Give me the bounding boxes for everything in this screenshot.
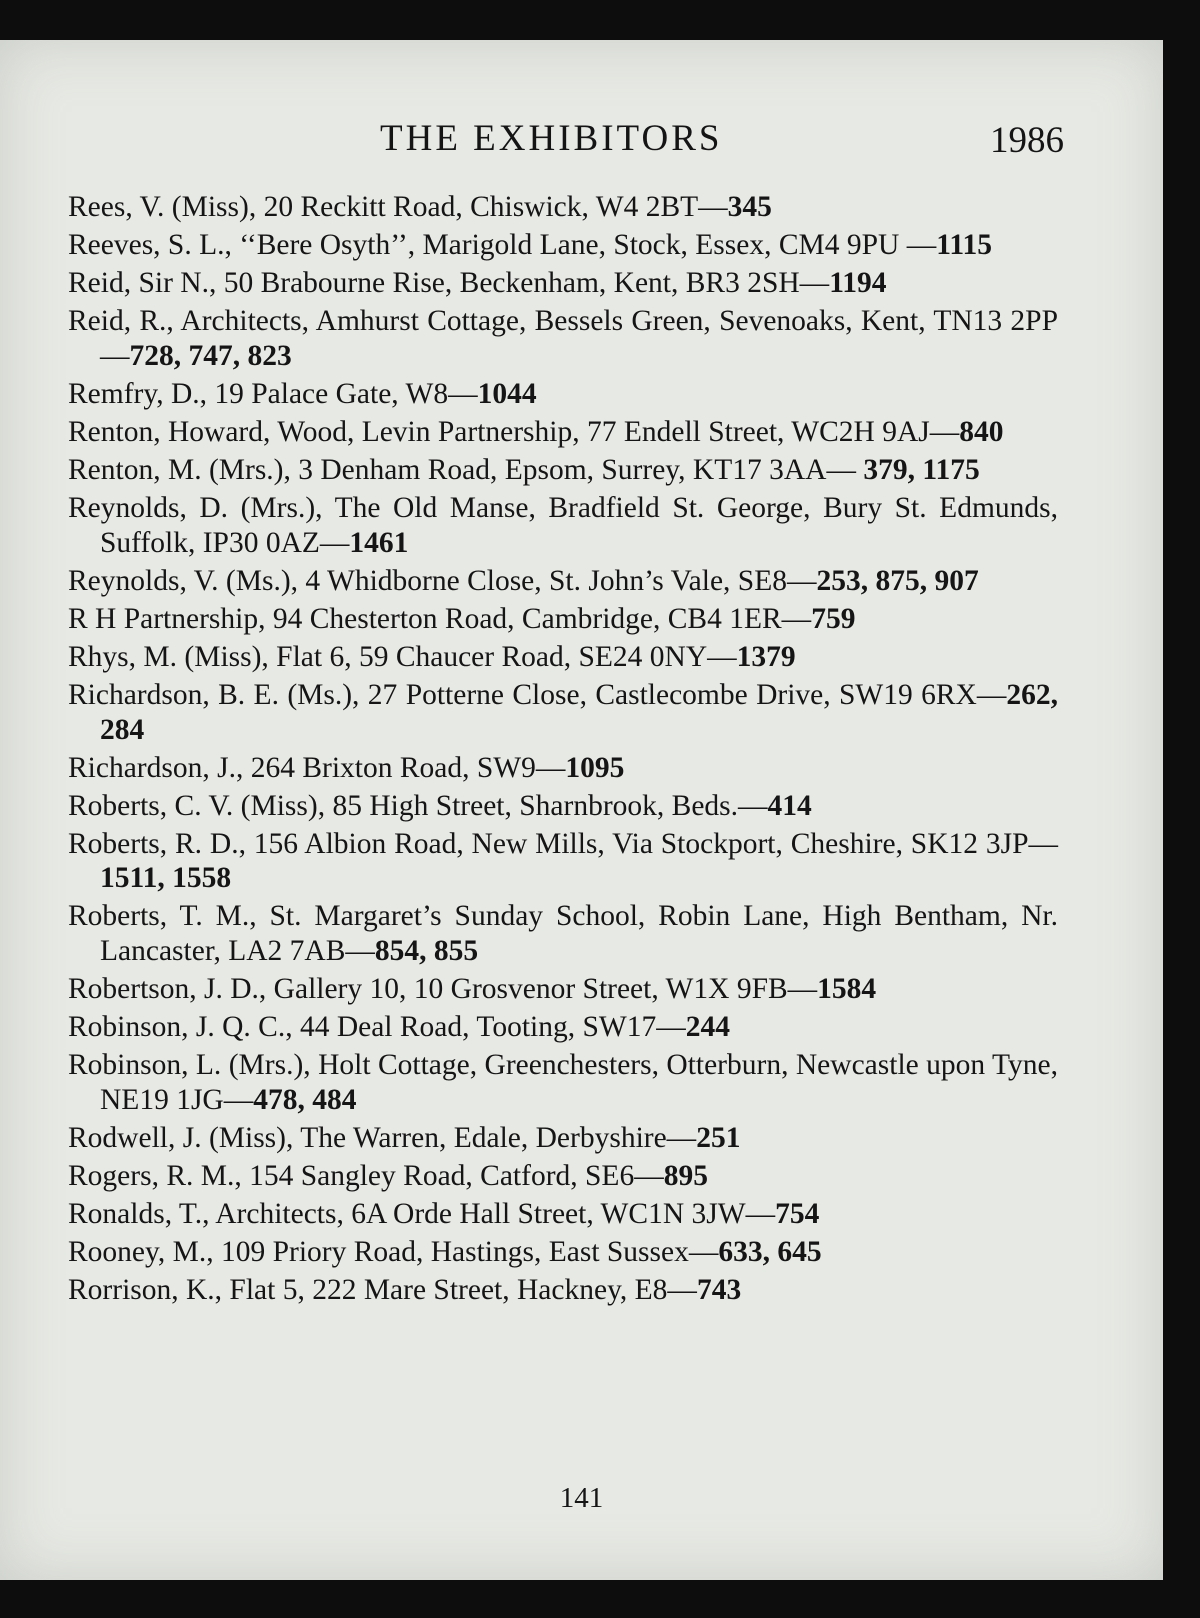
exhibitor-address: Rorrison, K., Flat 5, 222 Mare Street, Hackney, E8—	[68, 1274, 697, 1307]
page-title: THE EXHIBITORS	[380, 118, 723, 159]
exhibitor-entry	[68, 751, 1058, 786]
exhibitor-entry	[68, 228, 1058, 263]
exhibitor-address: Remfry, D., 19 Palace Gate, W8—	[68, 377, 478, 410]
year-label: 1986	[990, 120, 1064, 161]
catalogue-numbers: 379, 1175	[863, 454, 980, 487]
catalogue-numbers: 414	[767, 789, 812, 822]
catalogue-numbers: 1044	[477, 377, 537, 410]
exhibitor-address: Reynolds, D. (Mrs.), The Old Manse, Bradfield St. George, Bury St. Edmunds, Suffolk, IP30 0AZ—	[68, 492, 1058, 559]
exhibitor-entry	[68, 377, 1058, 412]
exhibitor-entry	[68, 1197, 1058, 1232]
catalogue-numbers: 754	[775, 1197, 820, 1230]
exhibitor-address: Reeves, S. L., ‘‘Bere Osyth’’, Marigold Lane, Stock, Essex, CM4 9PU —	[68, 229, 937, 262]
exhibitor-entry	[68, 972, 1058, 1007]
catalogue-numbers: 262, 284	[100, 679, 1058, 746]
exhibitor-address: Ronalds, T., Architects, 6A Orde Hall Street, WC1N 3JW—	[68, 1197, 776, 1230]
catalogue-numbers: 244	[685, 1011, 730, 1044]
exhibitor-address: Roberts, R. D., 156 Albion Road, New Mills, Via Stockport, Cheshire, SK12 3JP—	[68, 827, 1058, 860]
exhibitor-entry	[68, 602, 1058, 637]
catalogue-numbers: 1095	[565, 751, 625, 784]
catalogue-numbers: 253, 875, 907	[816, 564, 979, 597]
exhibitor-address: Richardson, B. E. (Ms.), 27 Potterne Close, Castlecombe Drive, SW19 6RX—	[68, 679, 1007, 712]
exhibitor-entry	[68, 1048, 1058, 1117]
book-page	[0, 40, 1163, 1580]
exhibitor-entry	[68, 304, 1058, 373]
exhibitor-address: Roberts, T. M., St. Margaret’s Sunday School, Robin Lane, High Bentham, Nr. Lancaster, LA2 7AB—	[68, 900, 1058, 967]
catalogue-numbers: 1115	[936, 229, 992, 262]
exhibitor-entry	[68, 564, 1058, 599]
exhibitor-list	[68, 190, 1058, 1311]
catalogue-numbers: 743	[696, 1274, 742, 1307]
exhibitor-entry	[68, 640, 1058, 675]
exhibitor-address: Reid, Sir N., 50 Brabourne Rise, Beckenham, Kent, BR3 2SH—	[68, 267, 830, 300]
exhibitor-address: Rogers, R. M., 154 Sangley Road, Catford, SE6—	[68, 1159, 664, 1192]
exhibitor-address: Reid, R., Architects, Amhurst Cottage, Bessels Green, Sevenoaks, Kent, TN13 2PP—	[68, 305, 1058, 372]
catalogue-numbers: 759	[811, 602, 856, 635]
catalogue-numbers: 895	[663, 1159, 708, 1192]
exhibitor-entry	[68, 453, 1058, 488]
page-number: 141	[559, 1482, 604, 1514]
exhibitor-entry	[68, 1159, 1058, 1194]
catalogue-numbers: 345	[727, 191, 772, 223]
catalogue-numbers: 478, 484	[253, 1083, 357, 1116]
exhibitor-entry	[68, 491, 1058, 560]
exhibitor-address: Renton, M. (Mrs.), 3 Denham Road, Epsom, Surrey, KT17 3AA—	[68, 454, 864, 487]
exhibitor-entry	[68, 899, 1058, 968]
running-header	[0, 117, 1163, 167]
catalogue-numbers: 1194	[829, 267, 887, 300]
exhibitor-address: Robertson, J. D., Gallery 10, 10 Grosvenor Street, W1X 9FB—	[68, 973, 818, 1005]
exhibitor-address: Renton, Howard, Wood, Levin Partnership, 77 Endell Street, WC2H 9AJ—	[68, 415, 960, 448]
exhibitor-entry	[68, 789, 1058, 824]
exhibitor-address: Reynolds, V. (Ms.), 4 Whidborne Close, St. John’s Vale, SE8—	[68, 564, 817, 597]
catalogue-numbers: 728, 747, 823	[129, 339, 292, 372]
catalogue-numbers: 1379	[736, 640, 796, 673]
catalogue-numbers: 1511, 1558	[100, 862, 232, 895]
exhibitor-address: Rodwell, J. (Miss), The Warren, Edale, Derbyshire—	[68, 1121, 697, 1154]
exhibitor-entry	[68, 1010, 1058, 1045]
exhibitor-address: Roberts, C. V. (Miss), 85 High Street, Sharnbrook, Beds.—	[68, 789, 768, 822]
exhibitor-address: Richardson, J., 264 Brixton Road, SW9—	[68, 751, 566, 784]
exhibitor-entry	[68, 678, 1058, 747]
catalogue-numbers: 633, 645	[718, 1236, 822, 1269]
catalogue-numbers: 1461	[349, 526, 409, 559]
exhibitor-entry	[68, 1273, 1058, 1308]
exhibitor-entry	[68, 415, 1058, 450]
exhibitor-entry	[68, 190, 1058, 225]
exhibitor-address: Robinson, J. Q. C., 44 Deal Road, Tooting, SW17—	[68, 1011, 686, 1044]
exhibitor-address: R H Partnership, 94 Chesterton Road, Cambridge, CB4 1ER—	[68, 602, 812, 635]
exhibitor-address: Rhys, M. (Miss), Flat 6, 59 Chaucer Road, SE24 0NY—	[68, 640, 737, 673]
exhibitor-entry	[68, 1235, 1058, 1270]
exhibitor-address: Rees, V. (Miss), 20 Reckitt Road, Chiswick, W4 2BT—	[68, 191, 728, 223]
exhibitor-address: Robinson, L. (Mrs.), Holt Cottage, Greenchesters, Otterburn, Newcastle upon Tyne, NE19 1JG—	[68, 1049, 1058, 1116]
catalogue-numbers: 840	[959, 415, 1004, 448]
catalogue-numbers: 1584	[817, 973, 877, 1005]
exhibitor-address: Rooney, M., 109 Priory Road, Hastings, East Sussex—	[68, 1236, 719, 1269]
catalogue-numbers: 251	[696, 1121, 741, 1154]
catalogue-numbers: 854, 855	[374, 934, 479, 967]
exhibitor-entry	[68, 266, 1058, 301]
exhibitor-entry	[68, 1121, 1058, 1156]
exhibitor-entry	[68, 827, 1058, 896]
